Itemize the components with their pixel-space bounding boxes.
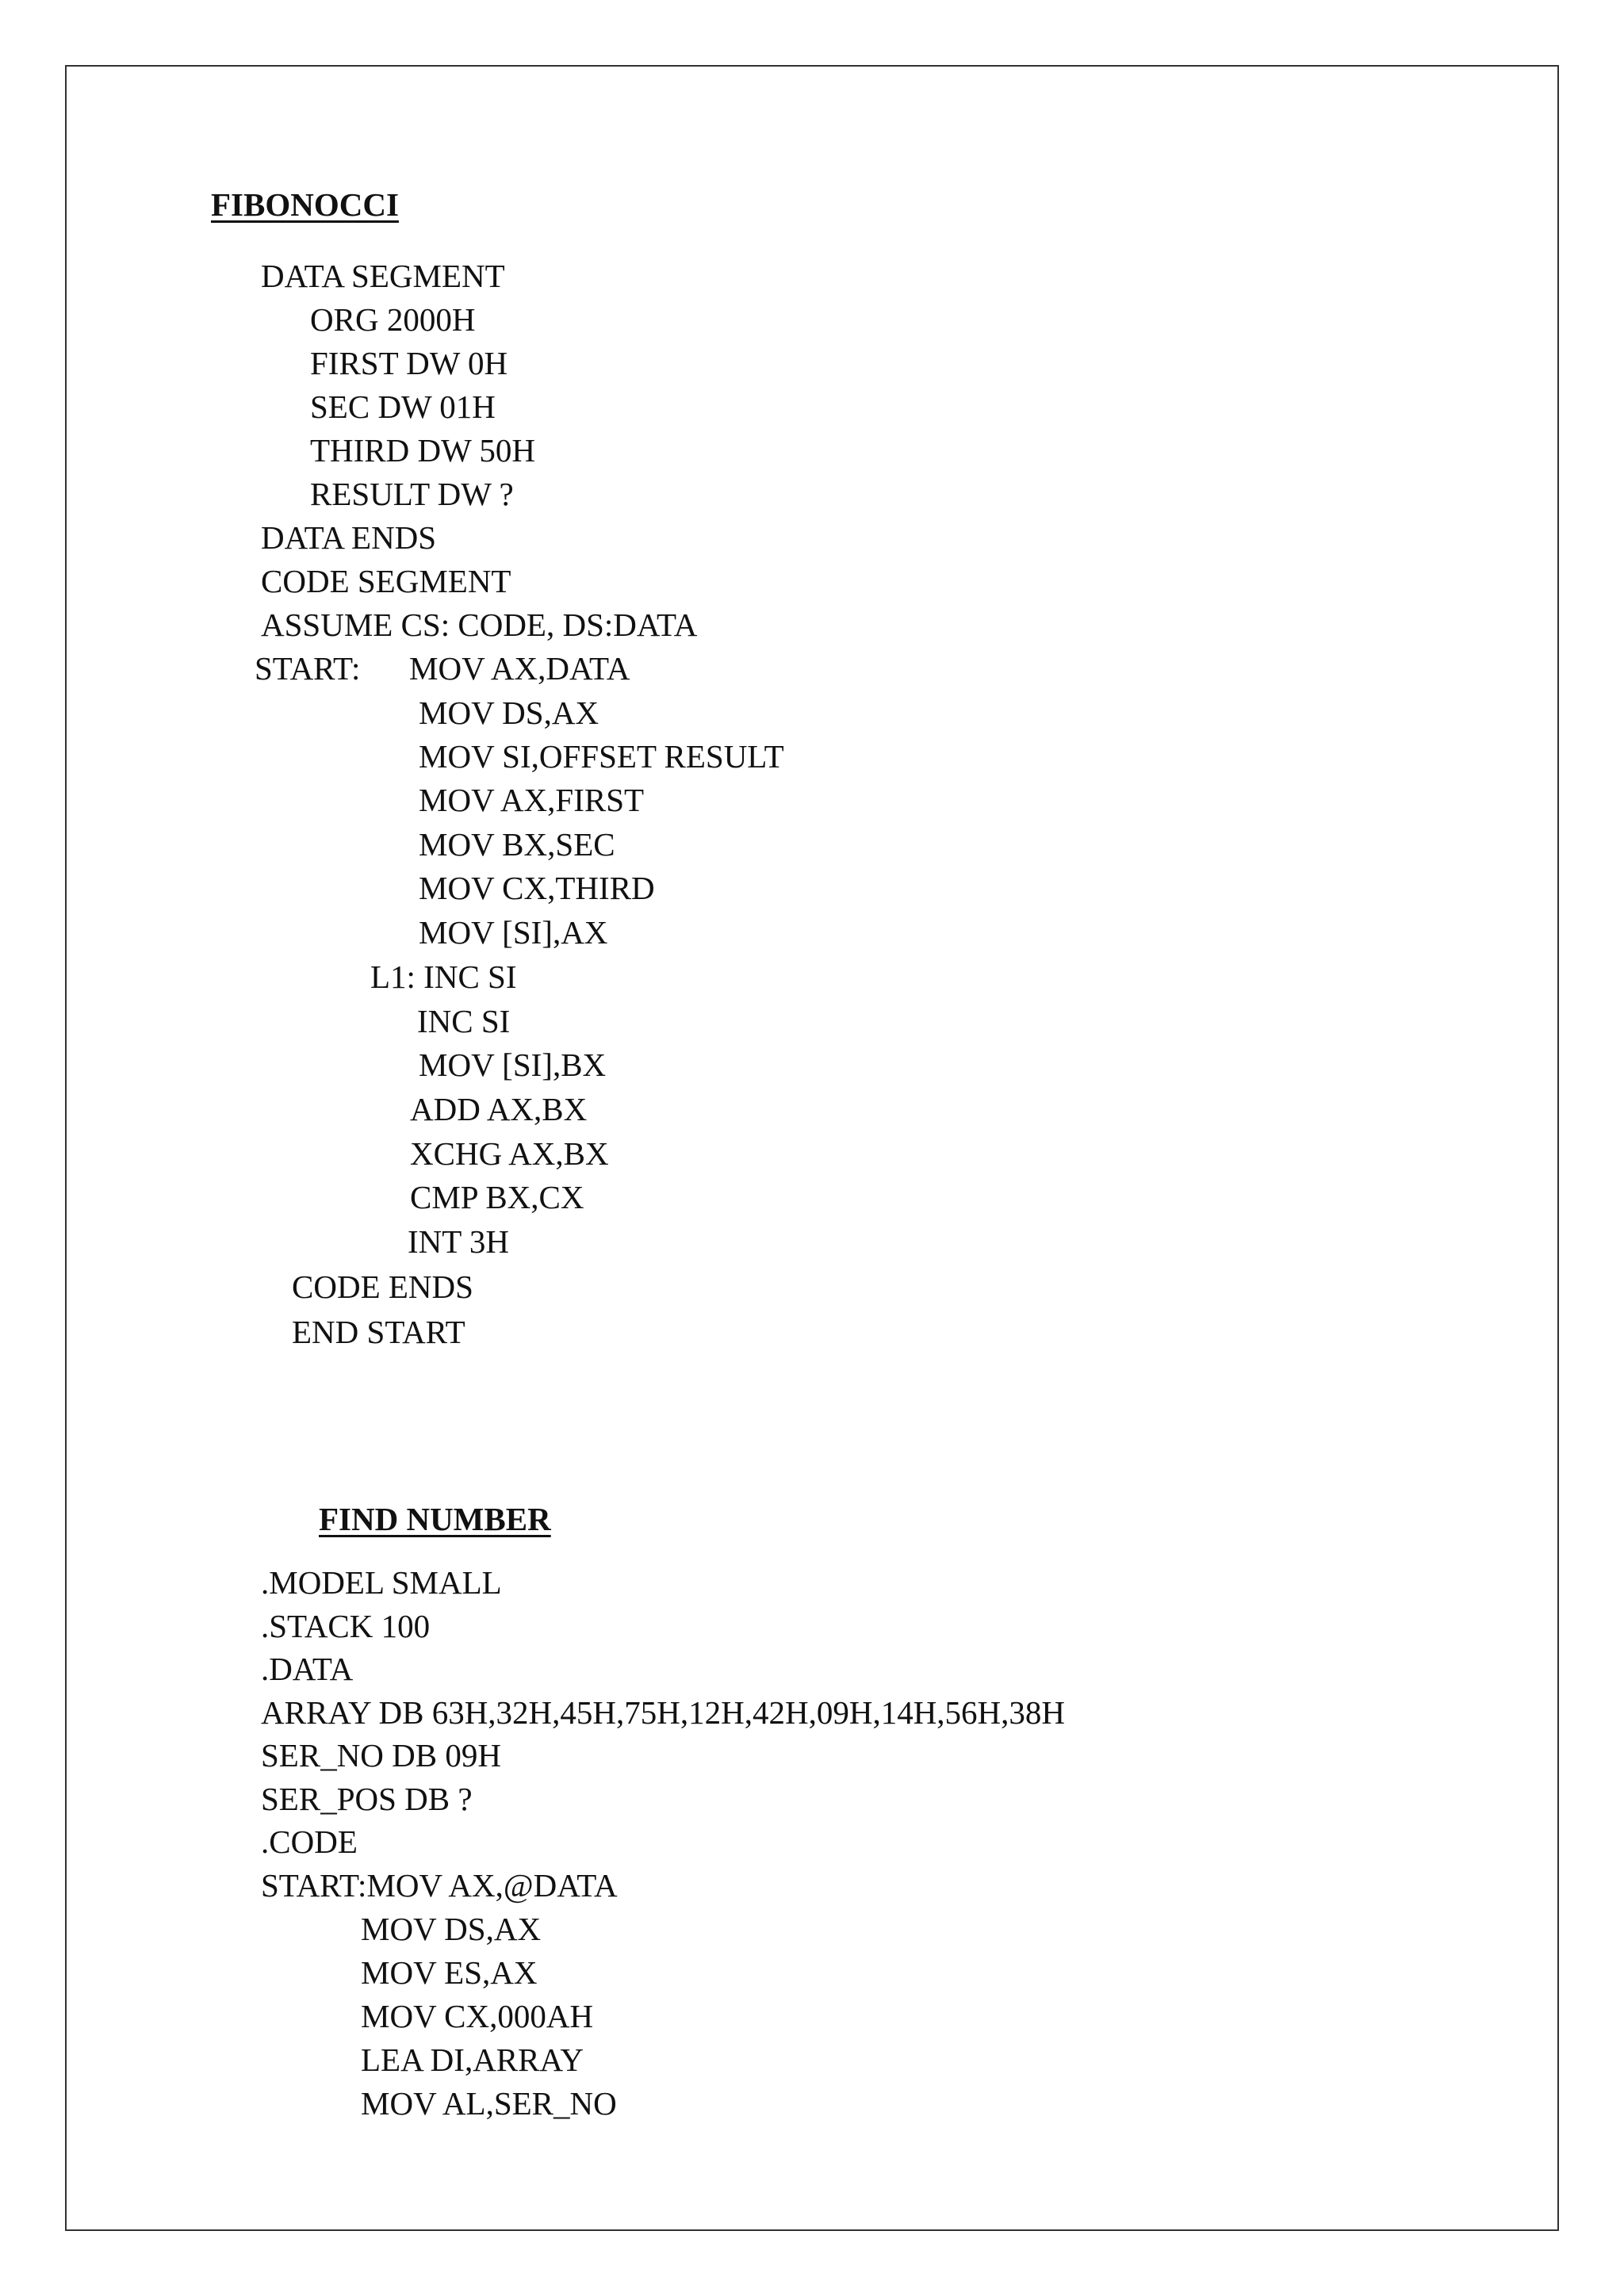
code-line: START:MOV AX,@DATA [261,1867,618,1904]
code-line: THIRD DW 50H [310,432,535,469]
code-line: MOV CX,000AH [361,1998,594,2034]
code-line: ADD AX,BX [410,1091,588,1127]
code-line: .MODEL SMALL [261,1564,502,1601]
code-line: MOV AX,FIRST [419,782,645,818]
code-line: CODE ENDS [292,1269,473,1305]
code-line: MOV SI,OFFSET RESULT [419,738,784,775]
code-line: INC SI [417,1003,511,1039]
code-line: MOV DS,AX [419,695,599,731]
code-line: CODE SEGMENT [261,563,511,599]
code-line: XCHG AX,BX [410,1135,609,1172]
code-line: MOV CX,THIRD [419,870,655,906]
fibonacci-heading: FIBONOCCI [211,186,399,223]
code-line: FIRST DW 0H [310,345,508,381]
code-line: ASSUME CS: CODE, DS:DATA [261,607,698,643]
code-line: MOV AL,SER_NO [361,2085,617,2122]
code-line: .CODE [261,1823,358,1860]
code-line: ARRAY DB 63H,32H,45H,75H,12H,42H,09H,14H,56H,38H [261,1694,1066,1731]
code-line: DATA SEGMENT [261,258,505,294]
code-line: SER_POS DB ? [261,1781,473,1817]
code-line: MOV [SI],BX [419,1047,607,1083]
code-line: MOV [SI],AX [419,914,608,951]
code-line: MOV AX,DATA [409,650,630,687]
code-line: CMP BX,CX [410,1179,584,1215]
code-line: END START [292,1314,465,1350]
code-line: INT 3H [408,1223,509,1260]
code-line: DATA ENDS [261,519,437,556]
code-line: MOV DS,AX [361,1911,542,1947]
code-line: SER_NO DB 09H [261,1737,501,1774]
code-line: MOV ES,AX [361,1954,538,1991]
code-line: L1: INC SI [370,959,517,995]
code-line: LEA DI,ARRAY [361,2042,584,2078]
code-line: .DATA [261,1651,354,1687]
code-line: MOV BX,SEC [419,826,615,863]
code-line: SEC DW 01H [310,388,496,425]
code-line: RESULT DW ? [310,476,514,512]
find-number-heading: FIND NUMBER [319,1501,551,1537]
code-line: ORG 2000H [310,301,476,338]
code-label: START: [255,650,361,687]
code-line: .STACK 100 [261,1608,431,1644]
page-border [65,65,1559,2231]
